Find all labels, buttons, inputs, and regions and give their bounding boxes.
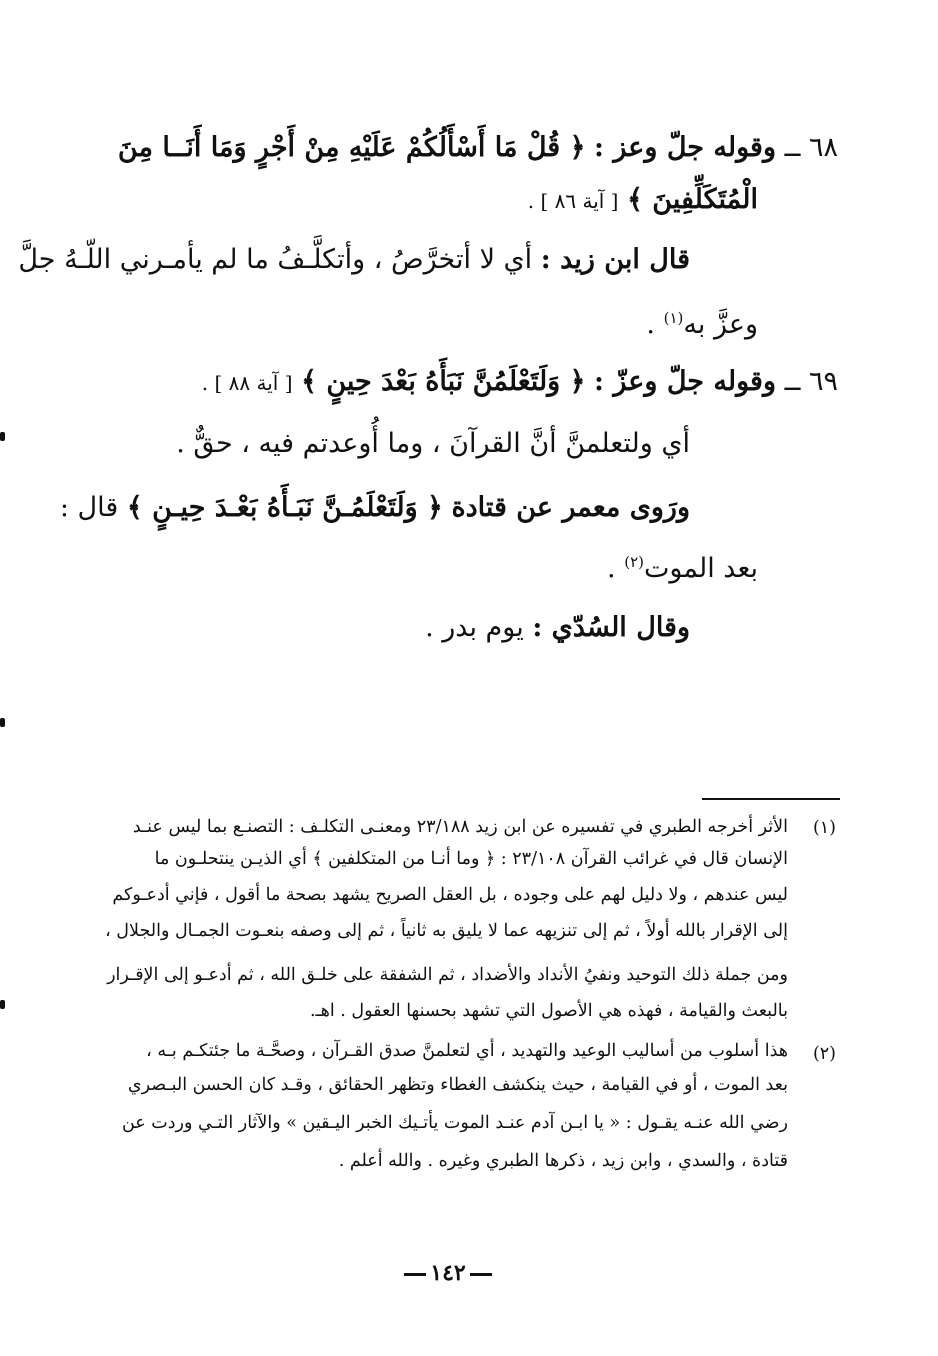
item-69-line [202,362,838,403]
mamar-verse: ﴿ وَلَتَعْلَمُـنَّ نَبَـأَهُ بَعْـدَ حِيـنٍ ﴾ [126,492,443,523]
item-68-verse-reference: [ آية ٨٦ ] . [527,189,619,213]
suddi-line [425,608,690,648]
mamar-speaker: ورَوى معمر عن قتادة [451,492,690,523]
mamar-end: . [607,553,625,584]
ibn-zayd-text-2: وعزَّ به [683,309,758,340]
footnote-2-line-2: بعد الموت ، أو في القيامة ، حيث ينكشف الغطاء وتظهر الحقائق ، وقـد كان الحسن البـصري [127,1075,788,1095]
mamar-line-1 [60,488,690,528]
footnote-2-line-3: رضي الله عنـه يقـول : « يا ابـن آدم عنـد الموت يأتـيك الخبر اليـقين » والآثار التـي وردت عن [121,1113,788,1133]
footnote-ref-1: (١) [663,309,684,327]
footnote-ref-2: (٢) [624,553,644,571]
mamar-said: قال : [59,492,119,523]
meaning-line [176,424,690,464]
item-68-number: ٦٨ ــ [784,132,838,163]
page-number-dash-right [404,1273,426,1276]
item-68-line-2 [528,180,758,221]
ibn-zayd-speaker: قال ابن زيد : [540,244,690,275]
mamar-text: بعد الموت [644,553,758,584]
scan-mark [0,1000,5,1009]
footnote-1-line-6: بالبعث والقيامة ، فهذه هي الأصول التي تشهد بحسنها العقول . اهـ. [309,1001,788,1021]
item-68-lead: وقوله جلّ وعز : [594,132,776,163]
scan-mark [0,432,5,441]
footnote-1-line-1: الأثر أخرجه الطبري في تفسيره عن ابن زيد ٢٣/١٨٨ ومعنـى التكلـف : التصنـع بما ليس عنـد [132,817,788,837]
page-number-dash-left [470,1273,492,1276]
suddi-text: يوم بدر . [425,612,524,643]
suddi-speaker: وقال السُدّي : [532,612,690,643]
ibn-zayd-text-1: أي لا أتخرَّصُ ، وأتكلَّـفُ ما لم يأمـرني اللّـهُ جلَّ [18,244,533,275]
footnote-separator [702,798,840,800]
item-68-verse-part-2: الْمُتَكَلِّفِينَ ﴾ [627,184,758,215]
item-68-line-1 [118,128,838,168]
item-69-verse: ﴿ وَلَتَعْلَمُنَّ نَبَأَهُ بَعْدَ حِينٍ ﴾ [301,366,586,397]
footnote-1-line-3: ليس عندهم ، ولا دليل لهم على وجوده ، بل العقل الصريح يشهد بصحة ما أقول ، فإني أدعـوكم [112,885,788,905]
footnote-1-line-5: ومن جملة ذلك التوحيد ونفيُ الأنداد والأضداد ، ثم الشفقة على خلـق الله ، ثم أدعـو إلى الإقـرار [107,965,788,985]
item-69-lead: وقوله جلّ وعزّ : [594,366,776,397]
meaning-text: أي ولتعلمنَّ أنَّ القرآنَ ، وما أُوعدتم فيه ، حقٌّ . [176,428,690,459]
item-68-verse-part-1: ﴿ قُلْ مَا أَسْأَلُكُمْ عَلَيْهِ مِنْ أَجْرٍ وَمَا أَنَــا مِنَ [117,132,586,163]
ibn-zayd-line-1 [18,240,690,280]
page-number-text: ١٤٢ [430,1260,466,1286]
ibn-zayd-line-2 [646,298,758,345]
footnote-1-number: (١) [812,818,836,838]
footnote-2-number: (٢) [812,1044,836,1064]
footnote-1-line-4: إلى الإقرار بالله أولاً ، ثم إلى تنزيهه عما لا يليق به ثانياً ، ثم إلى وصفه بنعـوت الجمـال والجلال ، [105,921,788,941]
ibn-zayd-end: . [646,309,664,340]
page-number [398,1260,498,1286]
footnote-2-line-1: هذا أسلوب من أساليب الوعيد والتهديد ، أي لتعلمنَّ صدق القـرآن ، وصحَّـة ما جئتكـم بـه ، [146,1041,788,1061]
footnote-1-line-2: الإنسان قال في غرائب القرآن ٢٣/١٠٨ : ﴿ وما أنـا من المتكلفين ﴾ أي الذيـن ينتحلـون ما [154,849,788,869]
mamar-line-2 [607,542,758,589]
footnote-2-line-4: قتادة ، والسدي ، وابن زيد ، ذكرها الطبري وغيره . والله أعلم . [338,1151,788,1171]
item-69-number: ٦٩ ــ [784,366,838,397]
scan-mark [0,718,5,727]
item-69-verse-reference: [ آية ٨٨ ] . [201,371,293,395]
